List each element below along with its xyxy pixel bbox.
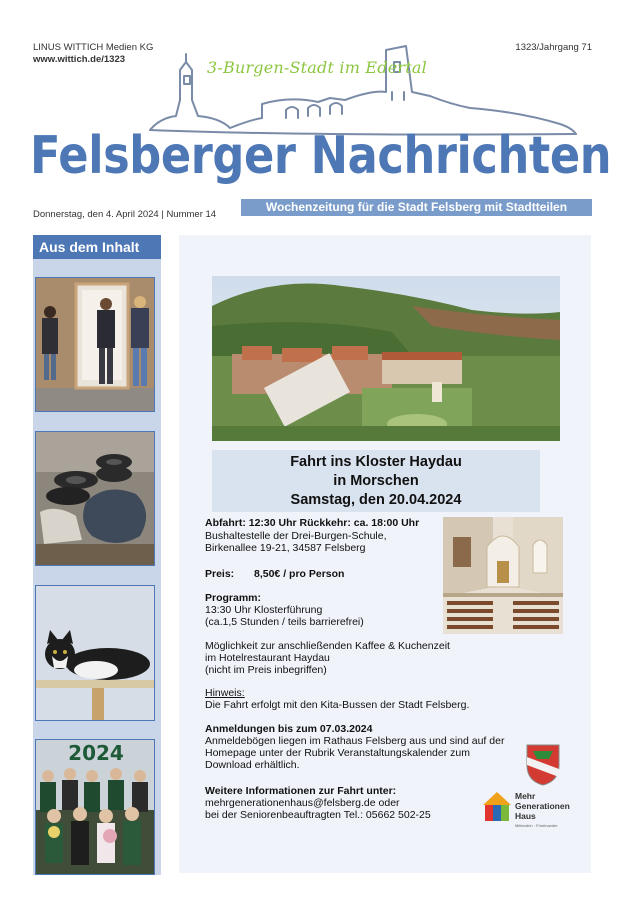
event-title-line-1: Fahrt ins Kloster Haydau [290,454,462,470]
program-line-2: (ca.1,5 Stunden / teils barrierefrei) [205,616,364,628]
hint-text: Die Fahrt erfolgt mit den Kita-Bussen der Stadt Felsberg. [205,699,470,711]
price-value: 8,50€ / pro Person [254,568,345,580]
coffee-line-2: im Hotelrestaurant Haydau [205,652,330,664]
mgh-logo-line-2: Generationen [515,801,570,811]
event-title-box [212,450,540,512]
thumbnail-group-photo-2024[interactable] [35,739,155,875]
coffee-line-3: (nicht im Preis inbegriffen) [205,664,327,676]
registration-line-2: Homepage unter der Rubrik Veranstaltungskalender zum [205,747,470,759]
program-line-1: 13:30 Uhr Klosterführung [205,604,323,616]
church-interior-photo [443,517,563,634]
mehrgenerationenhaus-logo-icon [481,789,513,823]
town-coat-of-arms-icon [525,743,561,787]
bus-stop-line-1: Bushaltestelle der Drei-Burgen-Schule, [205,530,387,542]
photo-group-illustration [36,740,155,875]
photo-tires-illustration [36,432,155,566]
departure-line: Abfahrt: 12:30 Uhr Rückkehr: ca. 18:00 Uhr [205,517,420,529]
thumbnail-three-women-at-door[interactable] [35,277,155,412]
thumbnail-tires-and-trash[interactable] [35,431,155,566]
program-label: Programm: [205,592,262,604]
photo-cat-illustration [36,586,155,721]
bus-stop-line-2: Birkenallee 19-21, 34587 Felsberg [205,542,366,554]
event-flyer [179,235,591,873]
coffee-line-1: Möglichkeit zur anschließenden Kaffee & Kuchenzeit [205,640,450,652]
publisher-name: LINUS WITTICH Medien KG [33,42,154,53]
tagline-bar: Wochenzeitung für die Stadt Felsberg mit Stadtteilen [241,199,592,216]
contents-heading: Aus dem Inhalt [33,235,161,259]
church-photo-illustration [443,517,563,634]
event-title-line-2: in Morschen [333,473,419,489]
masthead-title: Felsberger Nachrichten [30,126,612,186]
mgh-logo-subline: Mittendrin · Füreinander [515,823,558,828]
thumbnail-cat-on-post[interactable] [35,585,155,721]
mgh-logo-line-1: Mehr [515,791,536,801]
issue-line: Donnerstag, den 4. April 2024 | Nummer 14 [33,209,217,220]
registration-label: Anmeldungen bis zum 07.03.2024 [205,723,373,735]
price-label: Preis: [205,568,235,580]
publisher-url[interactable]: www.wittich.de/1323 [33,54,126,65]
info-phone-line: bei der Seniorenbeauftragten Tel.: 05662 502-25 [205,809,431,821]
monastery-aerial-photo [212,276,560,441]
event-title-line-3: Samstag, den 20.04.2024 [290,492,462,508]
hint-label: Hinweis: [205,687,245,699]
mgh-logo-text [515,791,570,821]
mgh-logo-line-3: Haus [515,811,536,821]
thumbnail-year-text: 2024 [68,741,124,765]
edition-label: 1323/Jahrgang 71 [515,42,592,53]
aerial-photo-illustration [212,276,560,441]
registration-line-3: Download erhältlich. [205,759,300,771]
info-label: Weitere Informationen zur Fahrt unter: [205,785,397,797]
registration-line-1: Anmeldebögen liegen im Rathaus Felsberg aus und sind auf der [205,735,505,747]
slogan-text: 3-Burgen-Stadt im Edertal [207,58,427,77]
contents-sidebar [33,235,161,875]
info-email-line[interactable]: mehrgenerationenhaus@felsberg.de oder [205,797,400,809]
photo-women-illustration [36,278,155,412]
